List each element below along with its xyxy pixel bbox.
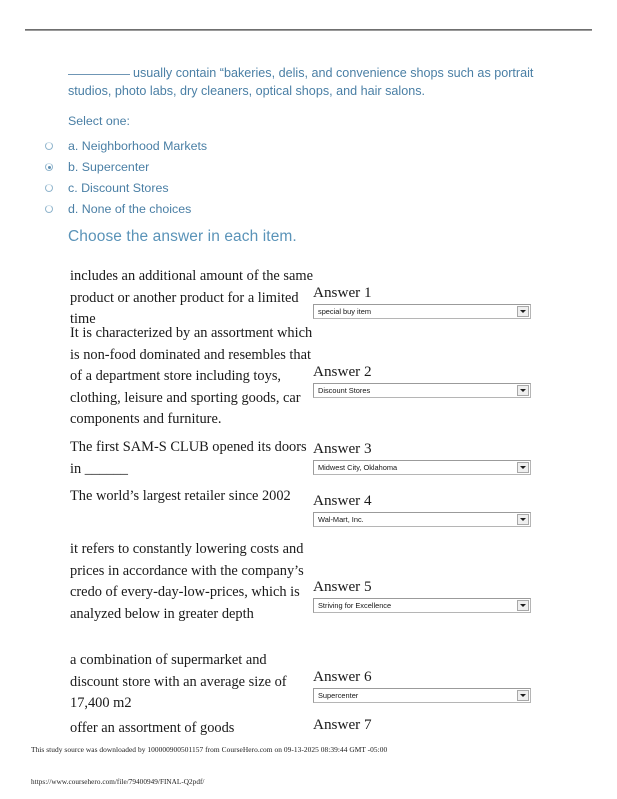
chevron-down-icon[interactable] — [517, 600, 529, 611]
table-row — [0, 539, 617, 650]
answer-label: Answer 2 — [313, 363, 372, 380]
answer-label: Answer 1 — [313, 284, 372, 301]
radio-b-icon[interactable] — [45, 163, 53, 171]
chevron-down-icon[interactable] — [517, 385, 529, 396]
option-row-c[interactable] — [56, 178, 556, 199]
prompt-text: The first SAM-S CLUB opened its doors in ______ — [70, 439, 307, 477]
prompt-text: includes an additional amount of the same product or another product for a limited time — [70, 268, 313, 327]
answer-label: Answer 7 — [313, 716, 372, 733]
answer-column — [313, 715, 541, 736]
prompt-text: a combination of supermarket and discount store with an average size of 17,400 m2 — [70, 652, 287, 711]
question-stem-text: usually contain “bakeries, delis, and convenience shops such as portrait studios, photo labs, dry cleaners, optical shops, and hair salons. — [68, 66, 534, 98]
option-label-c: c. Discount Stores — [68, 181, 169, 195]
prompt-text: offer an assortment of goods — [70, 720, 235, 736]
chevron-down-icon[interactable] — [517, 462, 529, 473]
answer-label: Answer 6 — [313, 668, 372, 685]
option-label-b: b. Supercenter — [68, 160, 150, 174]
chevron-down-icon[interactable] — [517, 514, 529, 525]
quiz-question-block — [56, 64, 556, 220]
answer-label: Answer 3 — [313, 440, 372, 457]
table-row — [0, 650, 617, 718]
answer-select-value: special buy item — [318, 307, 371, 316]
answer-select-3[interactable] — [313, 460, 531, 475]
radio-a-icon[interactable] — [45, 142, 53, 150]
answer-select-value: Midwest City, Oklahoma — [318, 463, 398, 472]
answer-select-5[interactable] — [313, 598, 531, 613]
download-notice: This study source was downloaded by 100000900501157 from CourseHero.com on 09-13-2025 08:39:44 GMT -05:00 — [31, 745, 388, 754]
answer-select-1[interactable] — [313, 304, 531, 319]
select-one-label: Select one: — [68, 114, 130, 128]
header-divider — [25, 29, 592, 31]
option-row-b[interactable] — [56, 157, 556, 178]
chevron-down-icon[interactable] — [517, 690, 529, 701]
table-row — [0, 323, 617, 437]
answer-select-2[interactable] — [313, 383, 531, 398]
blank-underline — [68, 74, 130, 75]
answer-column — [313, 439, 541, 475]
radio-c-icon[interactable] — [45, 184, 53, 192]
answer-select-value: Wal-Mart, Inc. — [318, 515, 364, 524]
answer-label: Answer 5 — [313, 578, 372, 595]
chevron-down-icon[interactable] — [517, 306, 529, 317]
option-label-d: d. None of the choices — [68, 202, 192, 216]
answer-column — [313, 362, 541, 398]
option-label-a: a. Neighborhood Markets — [68, 139, 208, 153]
answer-select-value: Supercenter — [318, 691, 359, 700]
table-row — [0, 266, 617, 327]
question-stem — [56, 64, 556, 100]
section-heading: Choose the answer in each item. — [68, 228, 297, 245]
answer-label: Answer 4 — [313, 492, 372, 509]
matching-area — [0, 266, 617, 758]
option-row-d[interactable] — [56, 199, 556, 220]
table-row — [0, 437, 617, 486]
answer-select-4[interactable] — [313, 512, 531, 527]
radio-d-icon[interactable] — [45, 205, 53, 213]
answer-column — [313, 283, 541, 319]
answer-select-value: Striving for Excellence — [318, 601, 392, 610]
prompt-text: it refers to constantly lowering costs and prices in accordance with the company’s credo of every-day-low-prices, which is analyzed below in greater depth — [70, 541, 304, 622]
prompt-text: It is characterized by an assortment which is non-food dominated and resembles that of a department store including toys, clothing, leisure and sporting goods, car components and furniture. — [70, 325, 313, 427]
table-row — [0, 486, 617, 539]
answer-column — [313, 667, 541, 703]
answer-select-value: Discount Stores — [318, 386, 371, 395]
answer-column — [313, 577, 541, 613]
answer-select-6[interactable] — [313, 688, 531, 703]
option-row-a[interactable] — [56, 136, 556, 157]
answer-column — [313, 491, 541, 527]
source-url[interactable]: https://www.coursehero.com/file/79400949/FINAL-Q2pdf/ — [31, 778, 205, 786]
prompt-text: The world’s largest retailer since 2002 — [70, 488, 291, 504]
